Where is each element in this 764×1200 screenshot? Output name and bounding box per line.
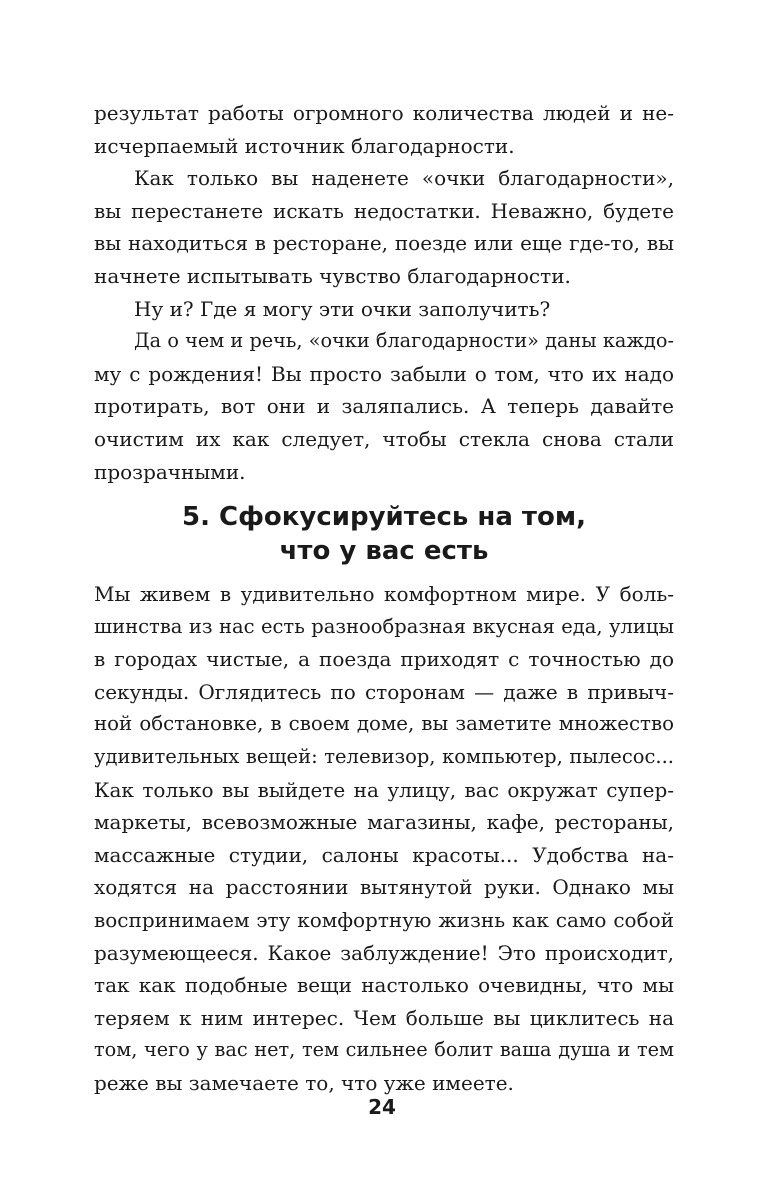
text-line: том, чего у вас нет, тем сильнее болит ваша душа и тем	[94, 1038, 674, 1062]
text-line: исчерпаемый источник благодарности.	[94, 133, 515, 158]
text-line: протирать, вот они и заляпались. А теперь давайте	[94, 394, 674, 419]
text-line: начнете испытывать чувство благодарности.	[94, 263, 571, 288]
text-line: прозрачными.	[94, 459, 246, 484]
text-line: шинства из нас есть разнообразная вкусная еда, улицы	[94, 614, 674, 638]
page-number: 24	[368, 1095, 396, 1119]
text-line: ной обстановке, в своем доме, вы заметите множество	[94, 712, 674, 736]
section-heading-line-1: 5. Сфокусируйтесь на том,	[182, 502, 586, 532]
text-line: удивительных вещей: телевизор, компьютер, пылесос...	[94, 744, 674, 768]
text-line: очистим их как следует, чтобы стекла снова стали	[94, 426, 674, 451]
text-line: Мы живем в удивительно комфортном мире. У боль-	[94, 582, 674, 606]
paragraph-block-bottom	[94, 578, 674, 1100]
text-line: в городах чистые, а поезда приходят с точностью до	[94, 647, 674, 672]
section-heading	[94, 500, 674, 568]
text-line: Ну и? Где я могу эти очки заполучить?	[134, 296, 551, 321]
text-line: результат работы огромного количества людей и не-	[94, 101, 674, 125]
text-line: му с рождения! Вы просто забыли о том, что их надо	[94, 361, 674, 386]
text-line: Да о чем и речь, «очки благодарности» даны каждо-	[134, 329, 674, 353]
text-line: так как подобные вещи настолько очевидны, что мы	[94, 973, 674, 998]
text-line: воспринимаем эту комфортную жизнь как само собой	[94, 907, 674, 932]
text-line: Как только вы наденете «очки благодарности»,	[134, 166, 674, 191]
text-line: реже вы замечаете то, что уже имеете.	[94, 1070, 514, 1095]
text-line: теряем к ним интерес. Чем больше вы циклитесь на	[94, 1005, 674, 1030]
section-heading-line-2: что у вас есть	[279, 536, 489, 566]
text-line: вы перестанете искать недостатки. Неважно, будете	[94, 198, 674, 223]
text-line: секунды. Оглядитесь по сторонам — даже в привыч-	[94, 679, 674, 704]
text-line: вы находиться в ресторане, поезде или еще где-то, вы	[94, 231, 674, 256]
text-line: массажные студии, салоны красоты... Удобства на-	[94, 842, 674, 867]
paragraph-block-top	[94, 97, 674, 488]
text-line: Как только вы выйдете на улицу, вас окружат супер-	[94, 777, 674, 802]
text-line: ходятся на расстоянии вытянутой руки. Однако мы	[94, 875, 674, 900]
text-line: разумеющееся. Какое заблуждение! Это происходит,	[94, 940, 674, 965]
text-line: маркеты, всевозможные магазины, кафе, рестораны,	[94, 810, 674, 835]
